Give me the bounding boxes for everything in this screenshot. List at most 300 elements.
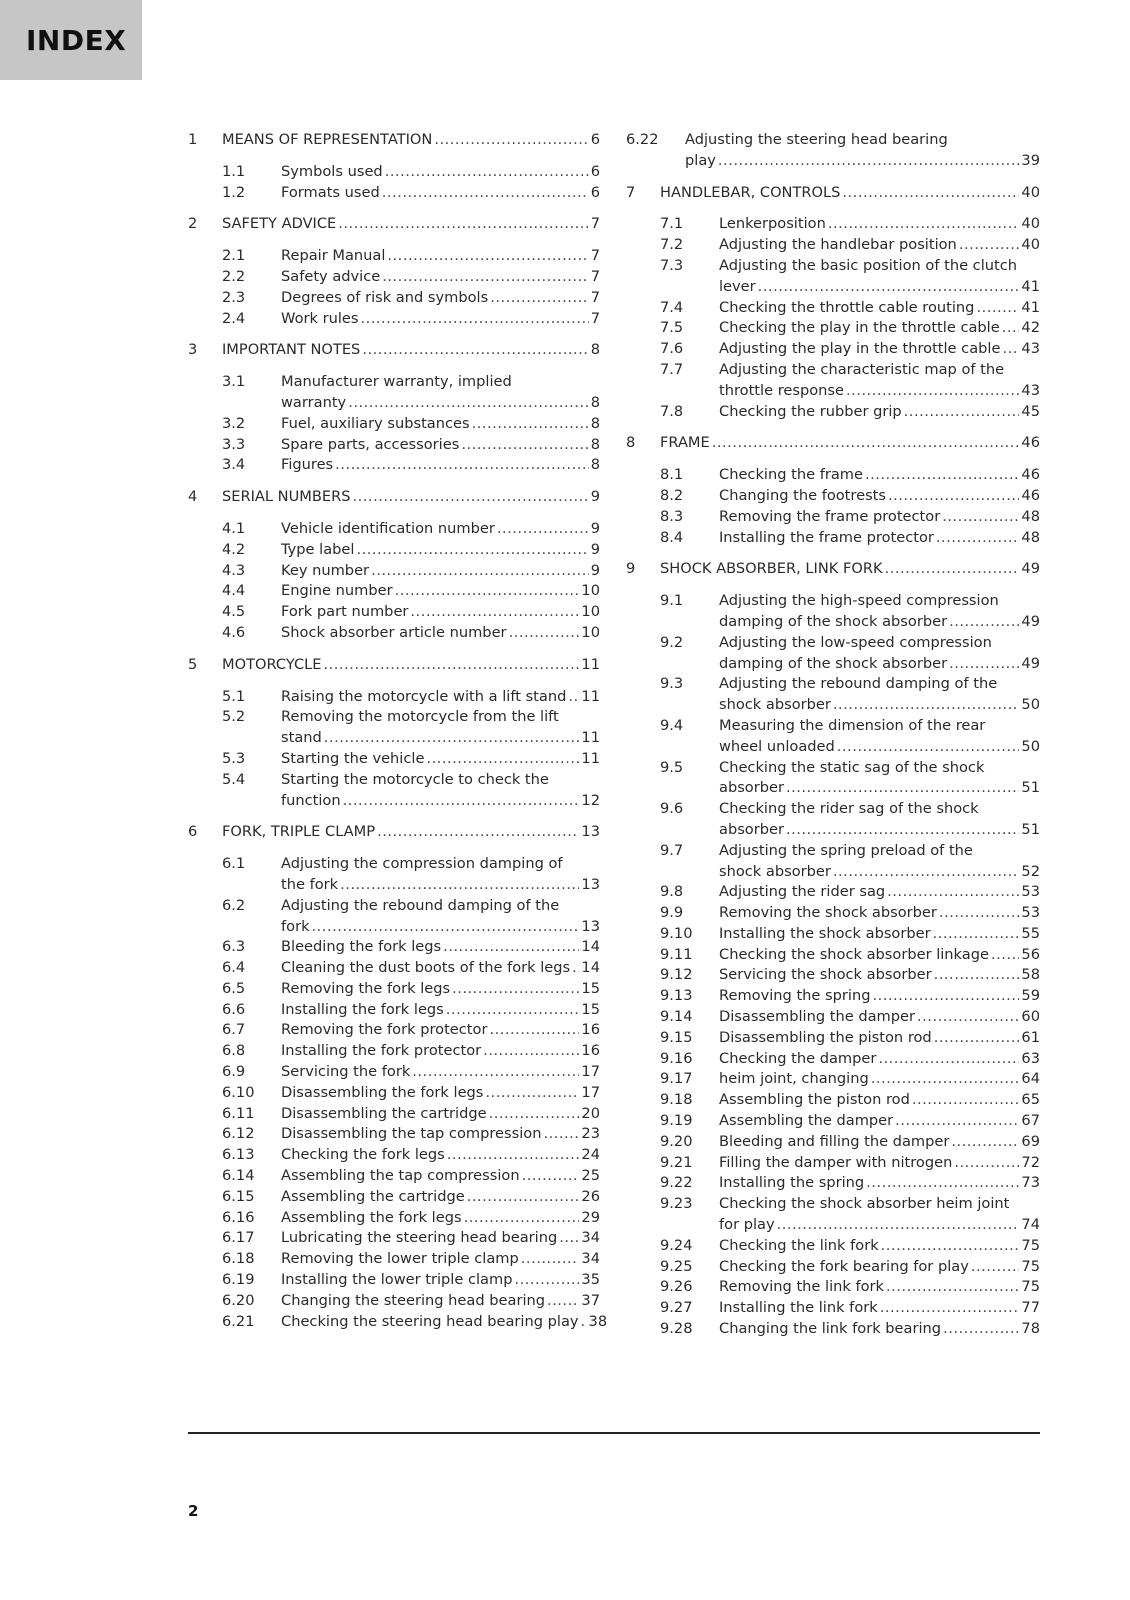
toc-section-entry[interactable]	[188, 770, 600, 812]
toc-section-entry[interactable]	[188, 937, 600, 958]
toc-entry-title: stand	[281, 729, 322, 747]
toc-entry-title: Disassembling the cartridge	[281, 1104, 487, 1122]
toc-entry-number: 5.2	[222, 708, 246, 726]
toc-entry-number: 6.15	[222, 1187, 255, 1205]
toc-entry-number: 6.8	[222, 1042, 246, 1060]
toc-entry-page: 48	[1021, 507, 1040, 525]
toc-entry-number: 7.7	[660, 360, 684, 378]
toc-entry-page: 75	[1021, 1257, 1040, 1275]
toc-section-entry[interactable]	[188, 1062, 600, 1083]
dot-leader	[886, 1277, 1019, 1298]
toc-entry-title-line: Checking the static sag of the shock	[719, 758, 985, 776]
toc-section-entry[interactable]	[188, 1249, 600, 1270]
toc-entry-number: 2.1	[222, 247, 246, 265]
toc-section-entry[interactable]	[188, 561, 600, 582]
toc-section-entry[interactable]	[626, 591, 1040, 633]
toc-entry-page: 59	[1021, 987, 1040, 1005]
toc-entry-page: 9	[590, 561, 600, 579]
toc-entry-title: function	[281, 791, 341, 809]
toc-entry-page: 9	[590, 488, 600, 506]
toc-section-entry[interactable]	[188, 958, 600, 979]
toc-section-entry[interactable]	[188, 687, 600, 708]
toc-section-entry[interactable]	[188, 854, 600, 896]
toc-entry-page: 7	[590, 215, 600, 233]
dot-leader	[866, 1173, 1019, 1194]
toc-entry-page: 10	[581, 582, 600, 600]
dot-leader	[452, 979, 579, 1000]
toc-entry-number: 5.1	[222, 687, 246, 705]
toc-section-entry[interactable]	[626, 799, 1040, 841]
toc-entry-number: 6.2	[222, 896, 246, 914]
toc-entry-title: Figures	[281, 456, 334, 474]
dot-leader	[472, 414, 589, 435]
toc-entry-page: 43	[1021, 381, 1040, 399]
dot-leader	[1002, 318, 1020, 339]
toc-entry-number: 6.6	[222, 1000, 246, 1018]
toc-section-entry[interactable]	[626, 318, 1040, 339]
toc-entry-number: 3.2	[222, 414, 246, 432]
toc-section-entry[interactable]	[188, 1270, 600, 1291]
toc-section-entry[interactable]	[626, 1298, 1040, 1319]
dot-leader	[371, 561, 589, 582]
toc-entry-title: HANDLEBAR, CONTROLS	[660, 183, 841, 201]
toc-entry-title-line: Adjusting the rebound damping of the	[281, 896, 560, 914]
toc-chapter-entry[interactable]	[188, 822, 600, 843]
toc-section-entry[interactable]	[188, 435, 600, 456]
toc-entry-number: 7.1	[660, 215, 684, 233]
toc-section-entry[interactable]	[626, 841, 1040, 883]
toc-section-entry[interactable]	[626, 1319, 1040, 1340]
toc-chapter-entry[interactable]	[626, 183, 1040, 204]
toc-entry-number: 3.4	[222, 456, 246, 474]
toc-entry-page: 75	[1021, 1236, 1040, 1254]
toc-entry-title: Repair Manual	[281, 247, 386, 265]
toc-entry-page: 60	[1021, 1008, 1040, 1026]
dot-leader	[758, 277, 1020, 298]
toc-entry-number: 5	[188, 655, 198, 673]
toc-entry-page: 49	[1021, 612, 1040, 630]
toc-chapter-entry[interactable]	[626, 433, 1040, 454]
toc-entry-title: Assembling the piston rod	[719, 1091, 910, 1109]
toc-entry-number: 9.7	[660, 841, 684, 859]
toc-section-entry[interactable]	[626, 1090, 1040, 1111]
toc-entry-page: 6	[590, 162, 600, 180]
toc-entry-number: 2.3	[222, 288, 246, 306]
toc-entry-page: 7	[590, 267, 600, 285]
dot-leader	[348, 393, 589, 414]
toc-entry-number: 9.3	[660, 675, 684, 693]
toc-entry-page: 69	[1021, 1132, 1040, 1150]
toc-entry-number: 9.11	[660, 945, 693, 963]
toc-entry-page: 35	[581, 1271, 600, 1289]
toc-entry-page: 7	[590, 247, 600, 265]
toc-entry-number: 8.4	[660, 528, 684, 546]
toc-entry-page: 11	[581, 749, 600, 767]
toc-section-entry[interactable]	[188, 183, 600, 204]
dot-leader	[490, 288, 588, 309]
toc-section-entry[interactable]	[188, 1124, 600, 1145]
toc-entry-title: Disassembling the fork legs	[281, 1083, 484, 1101]
toc-entry-title: Installing the frame protector	[719, 528, 934, 546]
dot-leader	[976, 298, 1019, 319]
dot-leader	[934, 1028, 1020, 1049]
dot-leader	[461, 435, 588, 456]
toc-entry-page: 8	[590, 456, 600, 474]
toc-entry-page: 41	[1021, 277, 1040, 295]
toc-entry-title: Assembling the damper	[719, 1112, 894, 1130]
dot-leader	[338, 214, 588, 235]
toc-entry-number: 4.6	[222, 623, 246, 641]
toc-entry-title: Checking the frame	[719, 466, 863, 484]
dot-leader	[872, 986, 1019, 1007]
toc-entry-page: 50	[1021, 696, 1040, 714]
toc-section-entry[interactable]	[188, 519, 600, 540]
toc-section-entry[interactable]	[626, 1257, 1040, 1278]
dot-leader	[382, 183, 589, 204]
toc-section-entry[interactable]	[188, 372, 600, 414]
toc-entry-number: 1	[188, 131, 198, 148]
toc-entry-title: Lubricating the steering head bearing	[281, 1229, 558, 1247]
toc-section-entry[interactable]	[188, 1083, 600, 1104]
toc-entry-number: 9.17	[660, 1070, 693, 1088]
toc-entry-title: Checking the rubber grip	[719, 402, 902, 420]
toc-section-entry[interactable]	[626, 1173, 1040, 1194]
dot-leader	[509, 623, 580, 644]
toc-entry-page: 40	[1021, 236, 1040, 254]
toc-section-entry[interactable]	[626, 298, 1040, 319]
toc-entry-page: 46	[1021, 466, 1040, 484]
dot-leader	[887, 882, 1019, 903]
toc-entry-number: 6.5	[222, 979, 246, 997]
toc-entry-title: Symbols used	[281, 162, 383, 180]
toc-section-entry[interactable]	[626, 1069, 1040, 1090]
toc-section-entry[interactable]	[626, 465, 1040, 486]
toc-entry-title-line: Checking the rider sag of the shock	[719, 800, 979, 818]
toc-section-entry[interactable]	[626, 130, 1040, 172]
toc-section-entry[interactable]	[626, 1007, 1040, 1028]
toc-entry-title: Changing the steering head bearing	[281, 1291, 546, 1309]
toc-section-entry[interactable]	[626, 1111, 1040, 1132]
dot-leader	[485, 1083, 579, 1104]
toc-entry-title: Removing the fork protector	[281, 1021, 488, 1039]
dot-leader	[497, 519, 589, 540]
dot-leader	[323, 655, 579, 676]
dot-leader	[942, 507, 1019, 528]
dot-leader	[410, 602, 579, 623]
toc-entry-number: 9.19	[660, 1112, 693, 1130]
toc-entry-page: 46	[1021, 486, 1040, 504]
toc-entry-number: 9.14	[660, 1008, 693, 1026]
toc-entry-page: 51	[1021, 820, 1040, 838]
toc-entry-page: 7	[590, 309, 600, 327]
toc-entry-title: for play	[719, 1216, 775, 1234]
toc-entry-number: 4.2	[222, 540, 246, 558]
toc-section-entry[interactable]	[188, 707, 600, 749]
toc-entry-title: Removing the shock absorber	[719, 904, 937, 922]
dot-leader	[543, 1124, 579, 1145]
toc-entry-number: 6.22	[626, 131, 659, 148]
toc-section-entry[interactable]	[188, 1228, 600, 1249]
dot-leader	[377, 822, 579, 843]
toc-entry-title: Installing the lower triple clamp	[281, 1271, 513, 1289]
toc-entry-number: 6.16	[222, 1208, 255, 1226]
toc-section-entry[interactable]	[188, 749, 600, 770]
toc-section-entry[interactable]	[626, 528, 1040, 549]
toc-section-entry[interactable]	[626, 674, 1040, 716]
toc-section-entry[interactable]	[626, 1277, 1040, 1298]
toc-entry-title: warranty	[281, 393, 347, 411]
toc-section-entry[interactable]	[626, 882, 1040, 903]
toc-entry-title: Bleeding and filling the damper	[719, 1132, 950, 1150]
toc-entry-title: Checking the damper	[719, 1049, 877, 1067]
toc-entry-page: 46	[1021, 434, 1040, 452]
toc-entry-title: Installing the link fork	[719, 1299, 878, 1317]
toc-entry-title: Assembling the cartridge	[281, 1187, 465, 1205]
toc-entry-number: 6.10	[222, 1083, 255, 1101]
toc-section-entry[interactable]	[188, 267, 600, 288]
toc-section-entry[interactable]	[626, 256, 1040, 298]
toc-chapter-entry[interactable]	[188, 340, 600, 361]
toc-entry-page: 13	[581, 875, 600, 893]
toc-section-entry[interactable]	[626, 758, 1040, 800]
index-header-tab	[0, 0, 142, 80]
toc-entry-number: 9.24	[660, 1236, 693, 1254]
toc-entry-title: Vehicle identification number	[281, 519, 495, 537]
toc-entry-title-line: Adjusting the rebound damping of the	[719, 675, 998, 693]
dot-leader	[878, 1049, 1019, 1070]
toc-section-entry[interactable]	[188, 602, 600, 623]
toc-entry-title: Key number	[281, 561, 370, 579]
toc-entry-title-line: Manufacturer warranty, implied	[281, 373, 512, 391]
toc-entry-page: 7	[590, 288, 600, 306]
toc-section-entry[interactable]	[626, 1028, 1040, 1049]
toc-entry-page: 42	[1021, 319, 1040, 337]
dot-leader	[943, 1319, 1019, 1340]
toc-entry-title: Lenkerposition	[719, 215, 826, 233]
toc-entry-page: 17	[581, 1083, 600, 1101]
toc-entry-title: MEANS OF REPRESENTATION	[222, 131, 433, 148]
toc-section-entry[interactable]	[626, 507, 1040, 528]
dot-leader	[559, 1228, 579, 1249]
dot-leader	[426, 749, 579, 770]
toc-entry-title-line: Starting the motorcycle to check the	[281, 770, 549, 788]
dot-leader	[933, 924, 1020, 945]
toc-entry-number: 9.6	[660, 800, 684, 818]
toc-section-entry[interactable]	[626, 633, 1040, 675]
toc-entry-title: Installing the fork protector	[281, 1042, 482, 1060]
toc-entry-title: Spare parts, accessories	[281, 435, 460, 453]
toc-section-entry[interactable]	[188, 1020, 600, 1041]
toc-entry-title: Installing the shock absorber	[719, 924, 931, 942]
dot-leader	[489, 1104, 580, 1125]
toc-section-entry[interactable]	[188, 1187, 600, 1208]
toc-section-entry[interactable]	[188, 1104, 600, 1125]
dot-leader	[881, 1236, 1020, 1257]
toc-entry-title-line: Adjusting the high-speed compression	[719, 592, 999, 610]
dot-leader	[489, 1020, 579, 1041]
toc-chapter-entry[interactable]	[626, 559, 1040, 580]
toc-entry-number: 9.10	[660, 924, 693, 942]
dot-leader	[412, 1062, 579, 1083]
toc-section-entry[interactable]	[626, 1049, 1040, 1070]
toc-entry-title: Checking the steering head bearing play	[281, 1312, 579, 1330]
toc-section-entry[interactable]	[188, 1041, 600, 1062]
toc-section-entry[interactable]	[188, 1166, 600, 1187]
dot-leader	[971, 1257, 1020, 1278]
toc-section-entry[interactable]	[626, 716, 1040, 758]
toc-section-entry[interactable]	[188, 896, 600, 938]
dot-leader	[324, 728, 580, 749]
dot-leader	[871, 1069, 1020, 1090]
toc-chapter-entry[interactable]	[188, 214, 600, 235]
dot-leader	[939, 903, 1020, 924]
toc-entry-page: 78	[1021, 1320, 1040, 1338]
toc-entry-title: throttle response	[719, 381, 844, 399]
toc-section-entry[interactable]	[626, 945, 1040, 966]
toc-section-entry[interactable]	[188, 623, 600, 644]
toc-entry-page: 75	[1021, 1278, 1040, 1296]
toc-entry-page: 53	[1021, 904, 1040, 922]
toc-section-entry[interactable]	[626, 965, 1040, 986]
toc-section-entry[interactable]	[626, 1194, 1040, 1236]
toc-section-entry[interactable]	[626, 339, 1040, 360]
toc-entry-number: 6.18	[222, 1250, 255, 1268]
toc-entry-title: Adjusting the rider sag	[719, 883, 886, 901]
dot-leader	[895, 1111, 1019, 1132]
toc-entry-page: 50	[1021, 737, 1040, 755]
toc-entry-page: 14	[581, 959, 600, 977]
toc-section-entry[interactable]	[188, 414, 600, 435]
toc-entry-page: 49	[1021, 654, 1040, 672]
toc-entry-number: 3.3	[222, 435, 246, 453]
toc-entry-page: 43	[1021, 340, 1040, 358]
toc-section-entry[interactable]	[626, 214, 1040, 235]
toc-entry-page: 20	[581, 1104, 600, 1122]
toc-section-entry[interactable]	[626, 1132, 1040, 1153]
toc-entry-title: Disassembling the piston rod	[719, 1028, 932, 1046]
dot-leader	[954, 1153, 1019, 1174]
toc-section-entry[interactable]	[626, 486, 1040, 507]
toc-entry-title: SHOCK ABSORBER, LINK FORK	[660, 560, 883, 578]
toc-section-entry[interactable]	[188, 455, 600, 476]
toc-entry-number: 9.18	[660, 1091, 693, 1109]
toc-section-entry[interactable]	[626, 235, 1040, 256]
toc-entry-number: 9.25	[660, 1257, 693, 1275]
dot-leader	[880, 1298, 1020, 1319]
dot-leader	[951, 1132, 1019, 1153]
toc-entry-page: 15	[581, 1000, 600, 1018]
toc-entry-number: 9.8	[660, 883, 684, 901]
dot-leader	[828, 214, 1020, 235]
toc-section-entry[interactable]	[626, 360, 1040, 402]
toc-section-entry[interactable]	[188, 1145, 600, 1166]
dot-leader	[522, 1166, 580, 1187]
toc-section-entry[interactable]	[626, 1236, 1040, 1257]
dot-leader	[936, 528, 1020, 549]
dot-leader	[395, 581, 580, 602]
toc-entry-page: 41	[1021, 298, 1040, 316]
toc-entry-page: 8	[590, 393, 600, 411]
toc-entry-number: 6.21	[222, 1312, 255, 1330]
toc-section-entry[interactable]	[188, 1208, 600, 1229]
toc-entry-page: 24	[581, 1146, 600, 1164]
toc-right-column	[626, 130, 1040, 1340]
toc-entry-page: 23	[581, 1125, 600, 1143]
dot-leader	[959, 235, 1020, 256]
toc-entry-title: Checking the play in the throttle cable	[719, 319, 1000, 337]
dot-leader	[865, 465, 1019, 486]
toc-entry-page: 52	[1021, 862, 1040, 880]
toc-chapter-entry[interactable]	[188, 655, 600, 676]
dot-leader	[467, 1187, 580, 1208]
toc-entry-number: 9.21	[660, 1153, 693, 1171]
toc-entry-page: 25	[581, 1167, 600, 1185]
toc-entry-title: shock absorber	[719, 696, 831, 714]
toc-section-entry[interactable]	[626, 986, 1040, 1007]
toc-entry-title: absorber	[719, 779, 784, 797]
toc-entry-title: Safety advice	[281, 267, 381, 285]
toc-section-entry[interactable]	[188, 162, 600, 183]
toc-entry-page: 53	[1021, 883, 1040, 901]
toc-entry-title: Removing the spring	[719, 987, 871, 1005]
toc-entry-page: 64	[1021, 1070, 1040, 1088]
toc-entry-title: Type label	[281, 540, 355, 558]
dot-leader	[885, 559, 1020, 580]
toc-chapter-entry[interactable]	[188, 130, 600, 151]
toc-chapter-entry[interactable]	[188, 487, 600, 508]
toc-entry-page: 38	[588, 1312, 608, 1330]
toc-section-entry[interactable]	[626, 924, 1040, 945]
dot-leader	[446, 1000, 580, 1021]
toc-entry-title: Shock absorber article number	[281, 623, 507, 641]
toc-section-entry[interactable]	[626, 903, 1040, 924]
toc-section-entry[interactable]	[188, 246, 600, 267]
toc-entry-title: absorber	[719, 820, 784, 838]
page-number: 2	[188, 1502, 199, 1520]
toc-entry-title: Removing the link fork	[719, 1278, 885, 1296]
toc-section-entry[interactable]	[626, 1153, 1040, 1174]
toc-section-entry[interactable]	[188, 1291, 600, 1312]
toc-entry-page: 77	[1021, 1299, 1040, 1317]
toc-entry-page: 55	[1021, 924, 1040, 942]
toc-entry-number: 9	[626, 560, 636, 578]
toc-entry-page: 14	[581, 938, 600, 956]
toc-entry-page: 6	[590, 183, 600, 201]
toc-entry-number: 9.23	[660, 1195, 693, 1213]
toc-entry-title: Checking the link fork	[719, 1236, 879, 1254]
toc-entry-page: 51	[1021, 779, 1040, 797]
toc-section-entry[interactable]	[188, 1312, 608, 1333]
toc-entry-number: 6.17	[222, 1229, 255, 1247]
toc-entry-title: the fork	[281, 875, 339, 893]
toc-section-entry[interactable]	[188, 1000, 600, 1021]
toc-entry-number: 6.19	[222, 1271, 255, 1289]
toc-section-entry[interactable]	[188, 581, 600, 602]
toc-entry-number: 9.13	[660, 987, 693, 1005]
toc-section-entry[interactable]	[188, 309, 600, 330]
toc-section-entry[interactable]	[188, 288, 600, 309]
toc-left-column	[188, 130, 608, 1332]
toc-section-entry[interactable]	[626, 402, 1040, 423]
toc-section-entry[interactable]	[188, 540, 600, 561]
toc-section-entry[interactable]	[188, 979, 600, 1000]
dot-leader	[934, 965, 1020, 986]
toc-entry-title-line: Adjusting the characteristic map of the	[719, 360, 1005, 378]
toc-entry-page: 29	[581, 1208, 600, 1226]
toc-entry-title: Filling the damper with nitrogen	[719, 1153, 953, 1171]
toc-entry-page: 34	[581, 1250, 600, 1268]
index-title: INDEX	[26, 23, 127, 57]
